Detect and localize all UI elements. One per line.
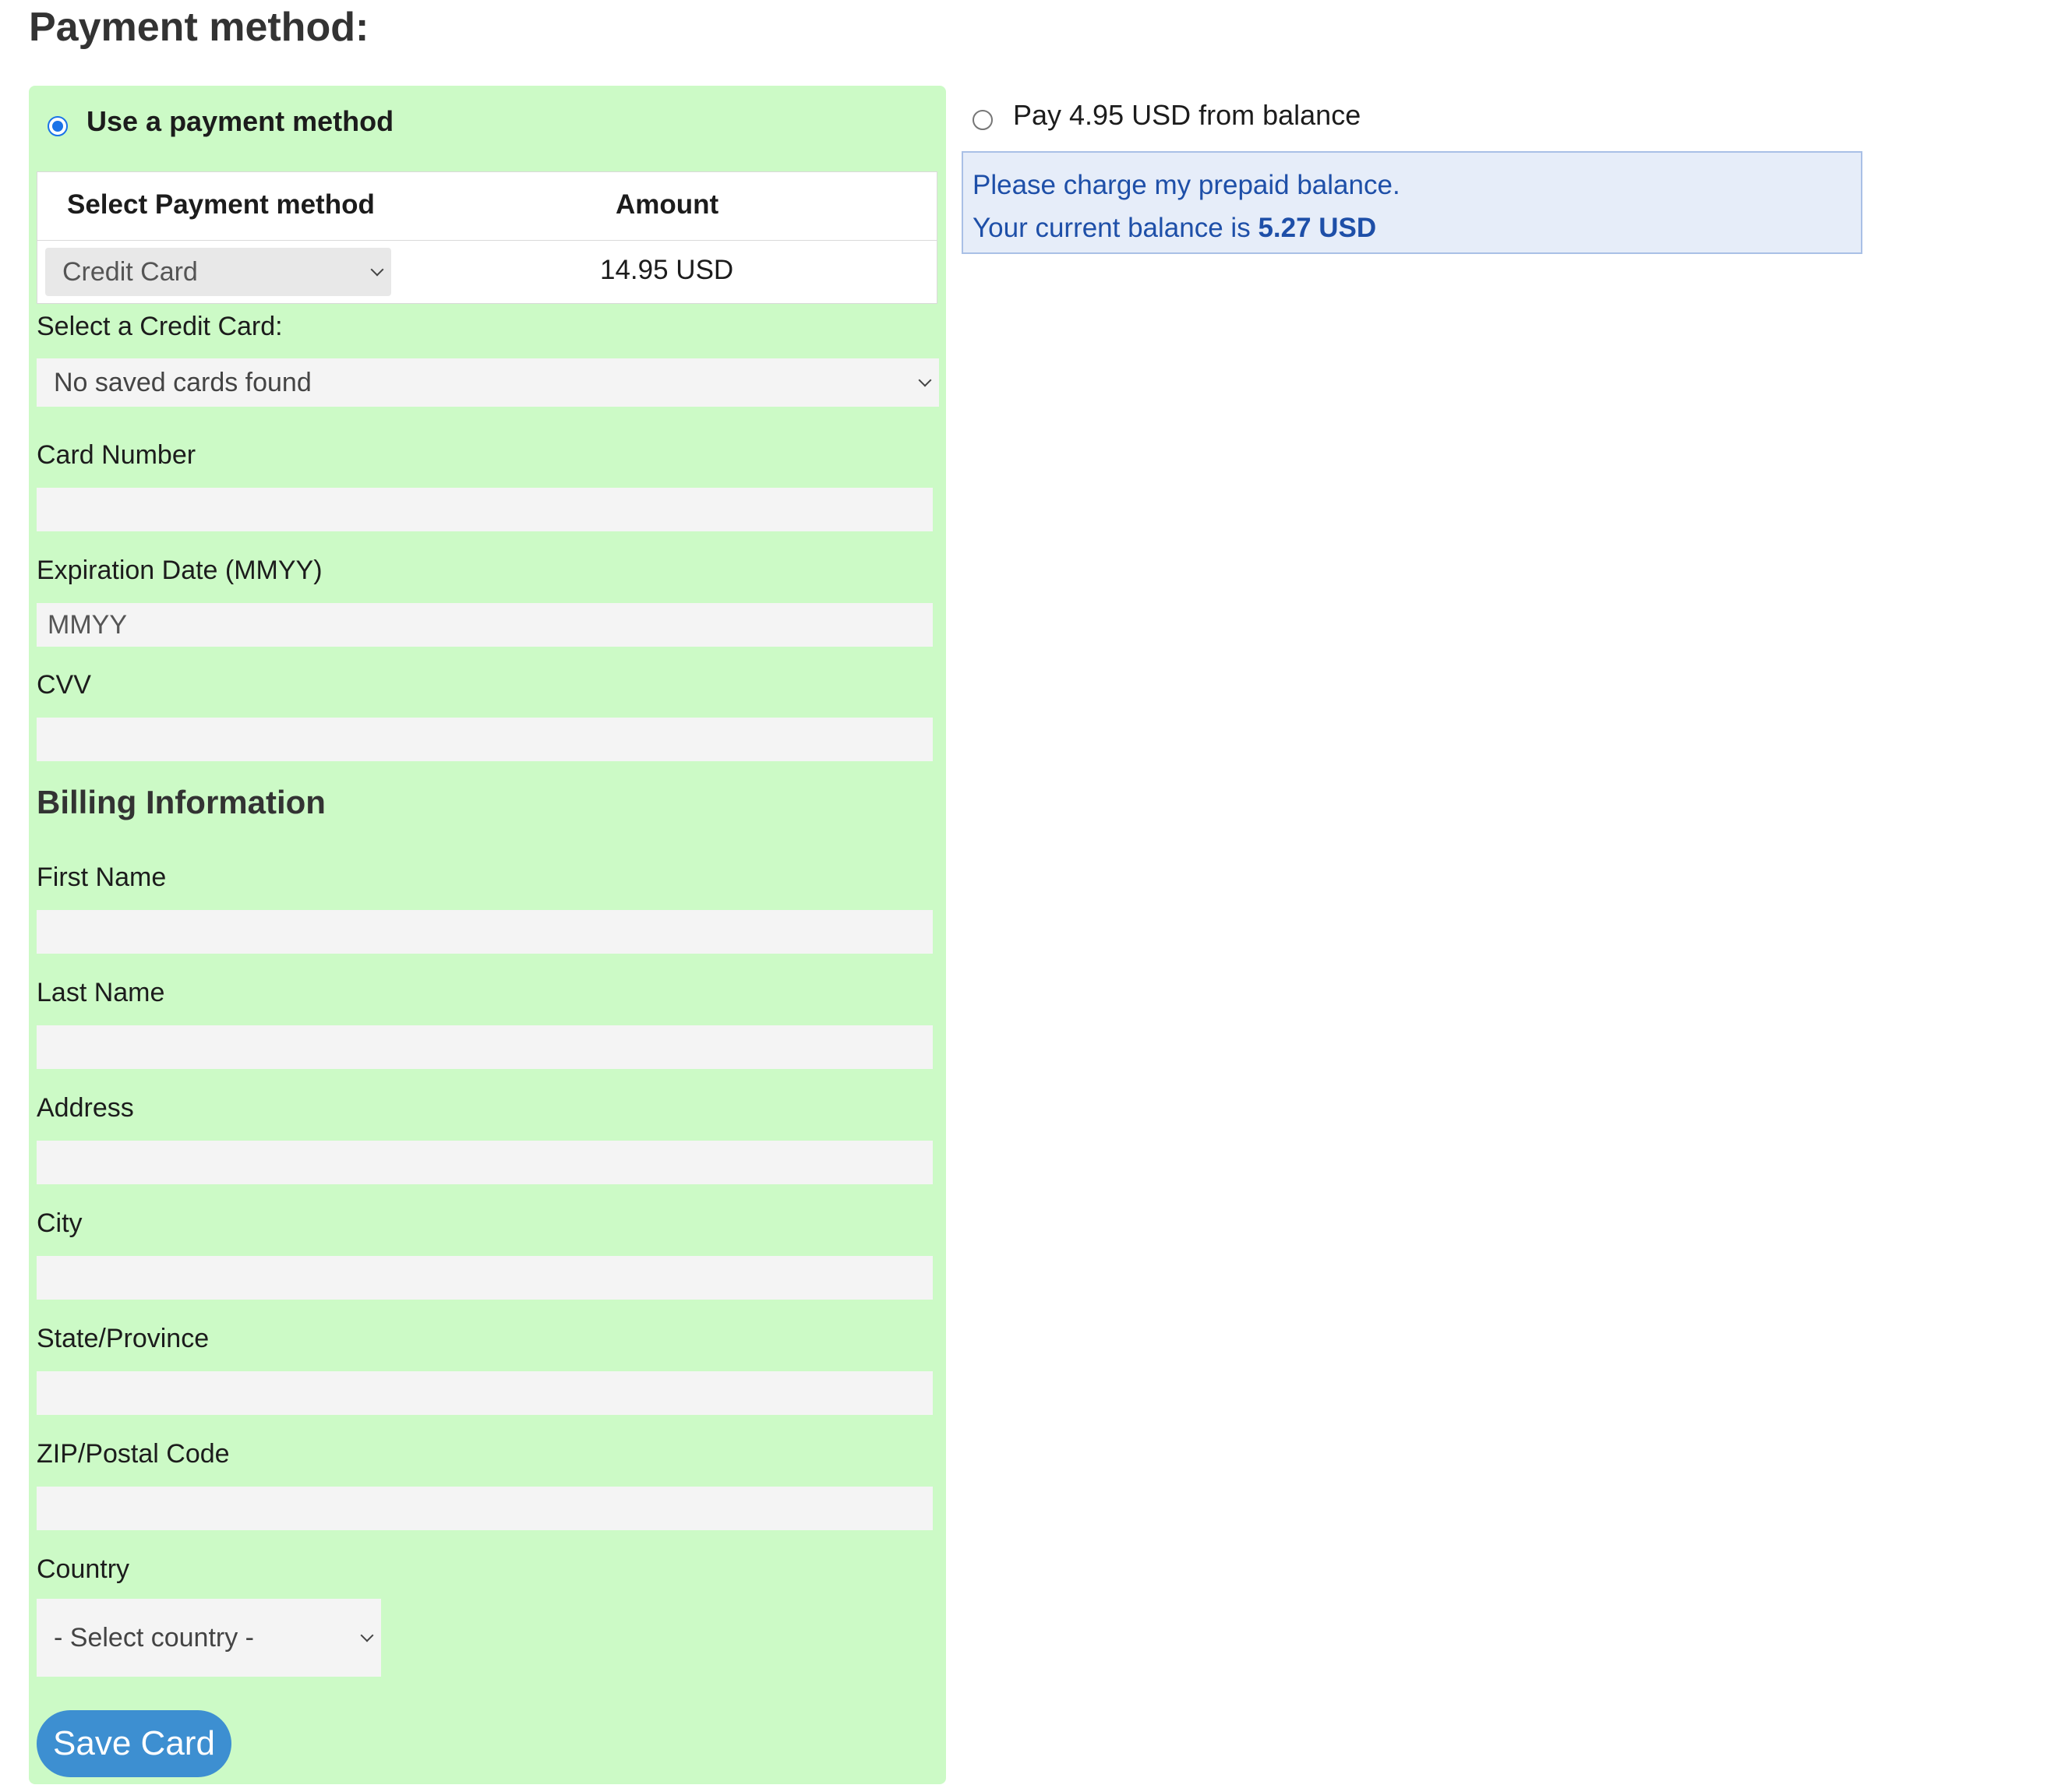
billing-information-heading: Billing Information (37, 784, 326, 820)
balance-info-box (962, 151, 1862, 254)
state-province-label: State/Province (37, 1324, 210, 1353)
country-select-value: - Select country - (54, 1622, 254, 1653)
pay-from-balance-label[interactable]: Pay 4.95 USD from balance (1013, 99, 1361, 131)
chevron-down-icon (371, 263, 384, 277)
use-payment-method-radio[interactable] (48, 116, 68, 136)
use-payment-method-label[interactable]: Use a payment method (86, 105, 394, 137)
balance-info-line1: Please charge my prepaid balance. (973, 170, 1400, 200)
balance-info-line2 (973, 206, 1852, 249)
zip-postal-code-label: ZIP/Postal Code (37, 1439, 230, 1469)
last-name-input[interactable] (37, 1025, 933, 1069)
city-input[interactable] (37, 1256, 933, 1300)
current-balance-amount: 5.27 USD (1258, 213, 1377, 243)
pay-from-balance-option[interactable] (973, 92, 1361, 139)
country-label: Country (37, 1554, 130, 1584)
saved-cards-select-value: No saved cards found (54, 367, 312, 397)
expiration-date-label: Expiration Date (MMYY) (37, 556, 323, 585)
column-header-amount: Amount (616, 189, 719, 220)
zip-postal-code-input[interactable] (37, 1487, 933, 1530)
address-label: Address (37, 1093, 134, 1123)
address-input[interactable] (37, 1141, 933, 1184)
amount-value: 14.95 USD (600, 255, 734, 285)
first-name-input[interactable] (37, 910, 933, 954)
use-payment-method-option[interactable] (48, 98, 394, 145)
card-number-label: Card Number (37, 440, 196, 470)
chevron-down-icon (361, 1629, 374, 1642)
column-header-method: Select Payment method (67, 189, 375, 220)
cvv-input[interactable] (37, 718, 933, 761)
city-label: City (37, 1208, 83, 1238)
current-balance-prefix: Your current balance is (973, 213, 1258, 243)
payment-method-panel (29, 86, 946, 1784)
last-name-label: Last Name (37, 978, 165, 1007)
page-title: Payment method: (29, 5, 369, 50)
first-name-label: First Name (37, 862, 167, 892)
select-credit-card-label: Select a Credit Card: (37, 312, 283, 341)
chevron-down-icon (919, 374, 932, 387)
cvv-label: CVV (37, 670, 91, 700)
payment-method-table-header (37, 172, 937, 241)
payment-method-select[interactable] (45, 248, 391, 296)
save-card-button[interactable]: Save Card (37, 1710, 231, 1777)
pay-from-balance-radio[interactable] (973, 110, 993, 130)
country-select[interactable] (37, 1599, 381, 1677)
card-number-input[interactable] (37, 488, 933, 531)
payment-method-table (37, 171, 937, 304)
payment-method-select-value: Credit Card (62, 256, 198, 287)
saved-cards-select[interactable] (37, 358, 939, 407)
state-province-input[interactable] (37, 1371, 933, 1415)
expiration-date-input[interactable]: MMYY (37, 603, 933, 647)
